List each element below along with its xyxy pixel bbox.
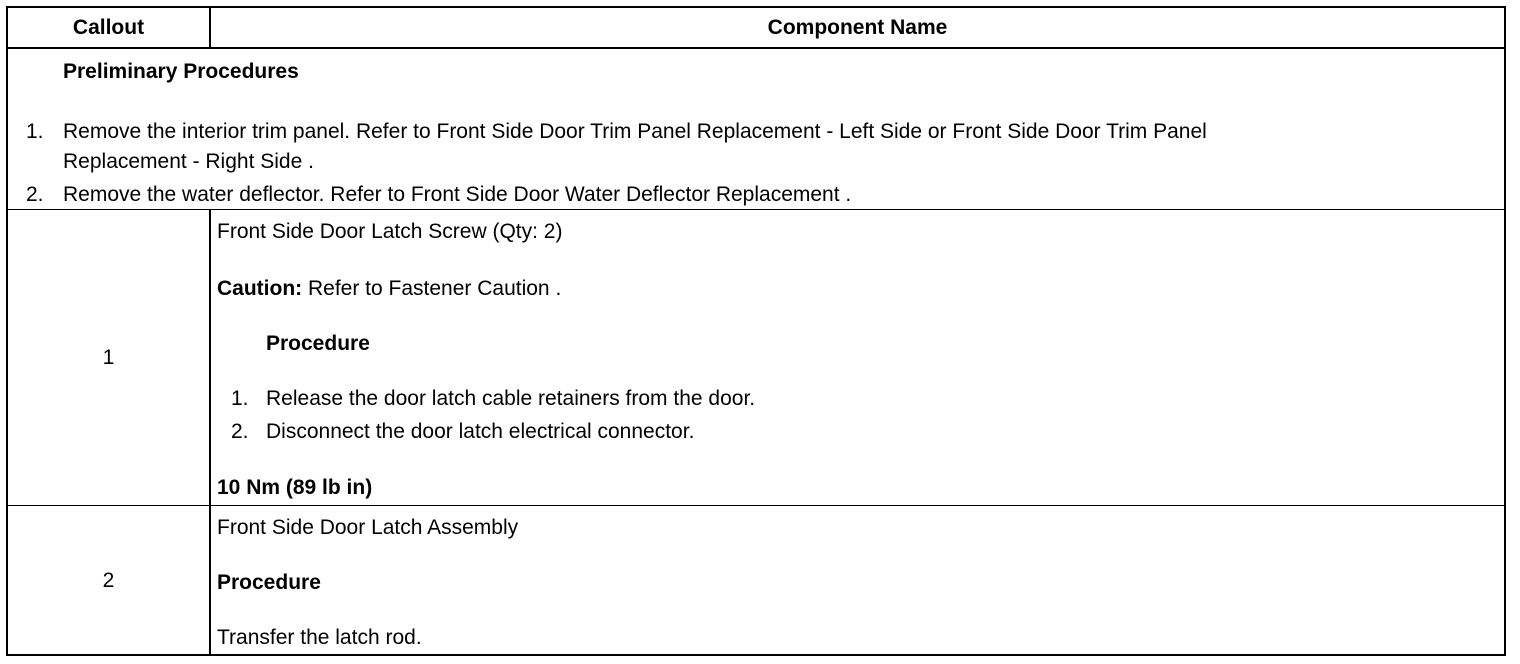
procedure-table — [6, 6, 1506, 656]
step-text-line: Remove the interior trim panel. Refer to Front Side Door Trim Panel Replacement - Left Side or Front Side Door Trim Panel — [63, 120, 1207, 143]
caution-text: Refer to Fastener Caution . — [302, 277, 562, 300]
component-name-column-header: Component Name — [767, 15, 948, 39]
preliminary-procedures-section — [8, 49, 1504, 210]
step-number: 2. — [231, 420, 249, 443]
callout-number: 1 — [8, 210, 211, 505]
table-row — [8, 506, 1504, 656]
table-header — [8, 8, 1504, 49]
table-row — [8, 210, 1504, 506]
callout-column-header: Callout — [8, 8, 211, 47]
step-number: 1. — [26, 120, 44, 143]
component-name: Front Side Door Latch Assembly — [217, 516, 519, 539]
procedure-heading: Procedure — [266, 332, 370, 355]
caution-note — [217, 277, 561, 301]
step-number: 1. — [231, 387, 249, 410]
caution-label: Caution: — [217, 277, 303, 300]
procedure-heading: Procedure — [217, 571, 321, 594]
callout-number: 2 — [8, 506, 211, 656]
step-text-line: Replacement - Right Side . — [63, 150, 314, 173]
step-number: 2. — [26, 183, 44, 206]
torque-spec: 10 Nm (89 lb in) — [217, 476, 373, 499]
component-name: Front Side Door Latch Screw (Qty: 2) — [217, 220, 563, 243]
preliminary-procedures-title: Preliminary Procedures — [63, 60, 299, 83]
step-text-line: Remove the water deflector. Refer to Front Side Door Water Deflector Replacement . — [63, 183, 852, 206]
step-text: Disconnect the door latch electrical connector. — [266, 420, 695, 443]
step-text: Release the door latch cable retainers from the door. — [266, 387, 756, 410]
instruction-text: Transfer the latch rod. — [217, 626, 422, 649]
